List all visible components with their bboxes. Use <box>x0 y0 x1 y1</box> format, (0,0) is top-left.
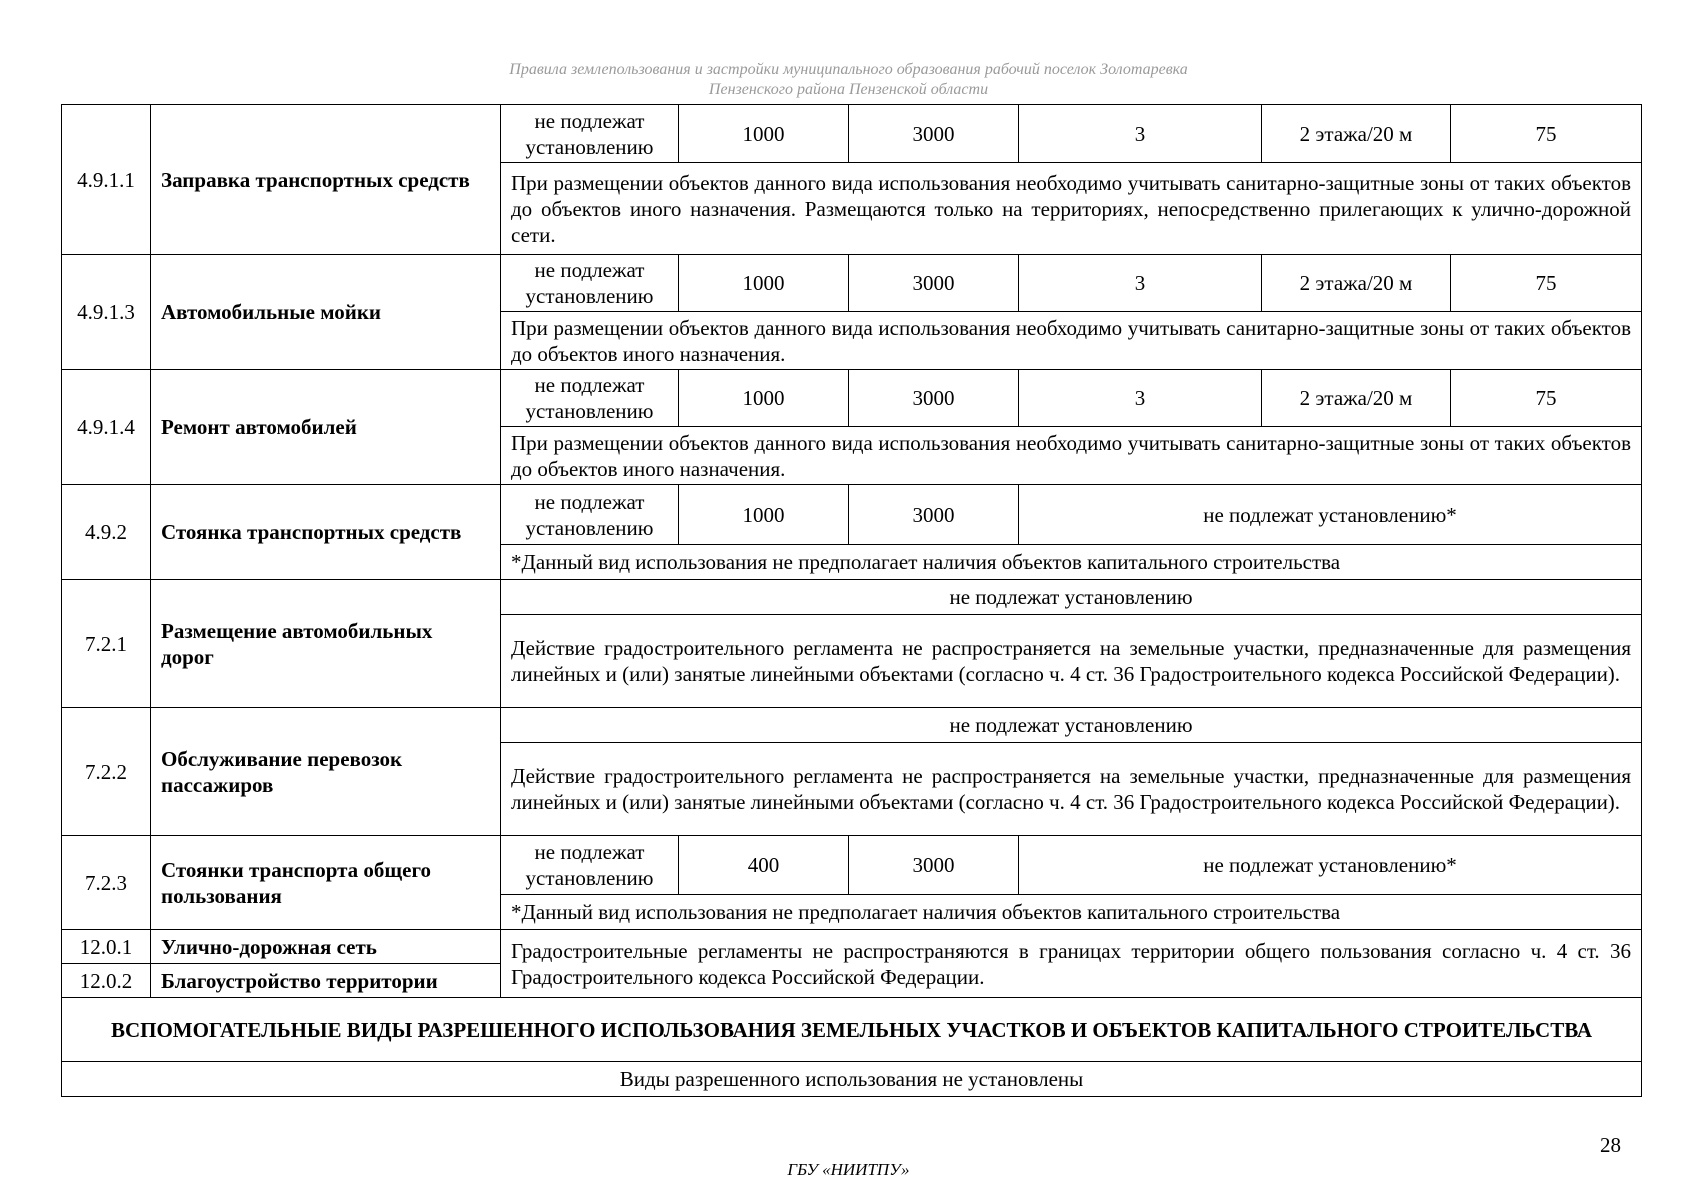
param-cell: 400 <box>679 836 849 895</box>
row-name: Стоянки транспорта общего пользования <box>151 836 501 930</box>
table-row <box>62 708 1642 743</box>
param-cell: 3000 <box>849 836 1019 895</box>
param-cell: 3 <box>1019 370 1262 427</box>
param-cell: 3000 <box>849 105 1019 163</box>
param-cell: не подлежат установлению <box>501 485 679 545</box>
param-cell: 3000 <box>849 485 1019 545</box>
row-name: Автомобильные мойки <box>151 255 501 370</box>
section-note-row <box>62 1062 1642 1097</box>
param-cell: 2 этажа/20 м <box>1262 105 1451 163</box>
row-code: 7.2.1 <box>62 580 151 708</box>
row-note: При размещении объектов данного вида использования необходимо учитывать санитарно-защитные зоны от таких объектов до объектов иного назначения. Размещаются только на территориях, непосредственно прилегающих к улично-дорожной сети. <box>501 163 1642 255</box>
row-code: 4.9.1.4 <box>62 370 151 485</box>
param-cell: 75 <box>1451 370 1642 427</box>
row-code: 4.9.1.3 <box>62 255 151 370</box>
row-note: *Данный вид использования не предполагает наличия объектов капитального строительства <box>501 545 1642 580</box>
param-cell: 3000 <box>849 255 1019 312</box>
table-row <box>62 105 1642 163</box>
header-title-line-1: Правила землепользования и застройки муниципального образования рабочий поселок Золотаревка <box>509 61 1188 78</box>
param-cell: 3 <box>1019 105 1262 163</box>
section-note: Виды разрешенного использования не установлены <box>62 1062 1642 1097</box>
param-cell: не подлежат установлению <box>501 370 679 427</box>
param-cell: 3000 <box>849 370 1019 427</box>
row-name: Стоянка транспортных средств <box>151 485 501 580</box>
row-code: 12.0.1 <box>62 930 151 964</box>
row-name: Благоустройство территории <box>151 964 501 998</box>
row-note: Градостроительные регламенты не распространяются в границах территории общего пользования согласно ч. 4 ст. 36 Градостроительного кодекса Российской Федерации. <box>501 930 1642 998</box>
row-note: При размещении объектов данного вида использования необходимо учитывать санитарно-защитные зоны от таких объектов до объектов иного назначения. <box>501 312 1642 370</box>
param-cell-merged: не подлежат установлению* <box>1019 485 1642 545</box>
param-cell: 1000 <box>679 255 849 312</box>
param-cell: не подлежат установлению <box>501 105 679 163</box>
param-cell: не подлежат установлению <box>501 255 679 312</box>
row-name: Обслуживание перевозок пассажиров <box>151 708 501 836</box>
row-code: 4.9.2 <box>62 485 151 580</box>
row-note: Действие градостроительного регламента не распространяется на земельные участки, предназначенные для размещения линейных и (или) занятые линейными объектами (согласно ч. 4 ст. 36 Градостроительного кодекса Российской Федерации). <box>501 615 1642 708</box>
table-row <box>62 255 1642 312</box>
row-note: *Данный вид использования не предполагает наличия объектов капитального строительства <box>501 895 1642 930</box>
row-code: 7.2.3 <box>62 836 151 930</box>
page-number: 28 <box>1600 1133 1621 1157</box>
param-cell-full: не подлежат установлению <box>501 580 1642 615</box>
header-title-line-2: Пензенского района Пензенской области <box>708 81 989 98</box>
row-name: Улично-дорожная сеть <box>151 930 501 964</box>
table-row <box>62 836 1642 895</box>
row-code: 12.0.2 <box>62 964 151 998</box>
section-heading: ВСПОМОГАТЕЛЬНЫЕ ВИДЫ РАЗРЕШЕННОГО ИСПОЛЬЗОВАНИЯ ЗЕМЕЛЬНЫХ УЧАСТКОВ И ОБЪЕКТОВ КАПИТАЛЬНОГО СТРОИТЕЛЬСТВА <box>62 998 1642 1062</box>
table-row <box>62 370 1642 427</box>
param-cell: 1000 <box>679 105 849 163</box>
row-name: Ремонт автомобилей <box>151 370 501 485</box>
regulations-table <box>61 104 1642 1097</box>
row-name: Размещение автомобильных дорог <box>151 580 501 708</box>
table-row <box>62 930 1642 964</box>
row-note: Действие градостроительного регламента не распространяется на земельные участки, предназначенные для размещения линейных и (или) занятые линейными объектами (согласно ч. 4 ст. 36 Градостроительного кодекса Российской Федерации). <box>501 743 1642 836</box>
row-code: 4.9.1.1 <box>62 105 151 255</box>
param-cell-full: не подлежат установлению <box>501 708 1642 743</box>
table-row <box>62 580 1642 615</box>
param-cell: 2 этажа/20 м <box>1262 255 1451 312</box>
param-cell: не подлежат установлению <box>501 836 679 895</box>
param-cell-merged: не подлежат установлению* <box>1019 836 1642 895</box>
param-cell: 3 <box>1019 255 1262 312</box>
param-cell: 75 <box>1451 105 1642 163</box>
row-name: Заправка транспортных средств <box>151 105 501 255</box>
row-code: 7.2.2 <box>62 708 151 836</box>
section-heading-row <box>62 998 1642 1062</box>
table-row <box>62 485 1642 545</box>
param-cell: 1000 <box>679 485 849 545</box>
param-cell: 2 этажа/20 м <box>1262 370 1451 427</box>
param-cell: 75 <box>1451 255 1642 312</box>
row-note: При размещении объектов данного вида использования необходимо учитывать санитарно-защитные зоны от таких объектов до объектов иного назначения. <box>501 427 1642 485</box>
param-cell: 1000 <box>679 370 849 427</box>
footer-organization: ГБУ «НИИТПУ» <box>787 1160 910 1179</box>
